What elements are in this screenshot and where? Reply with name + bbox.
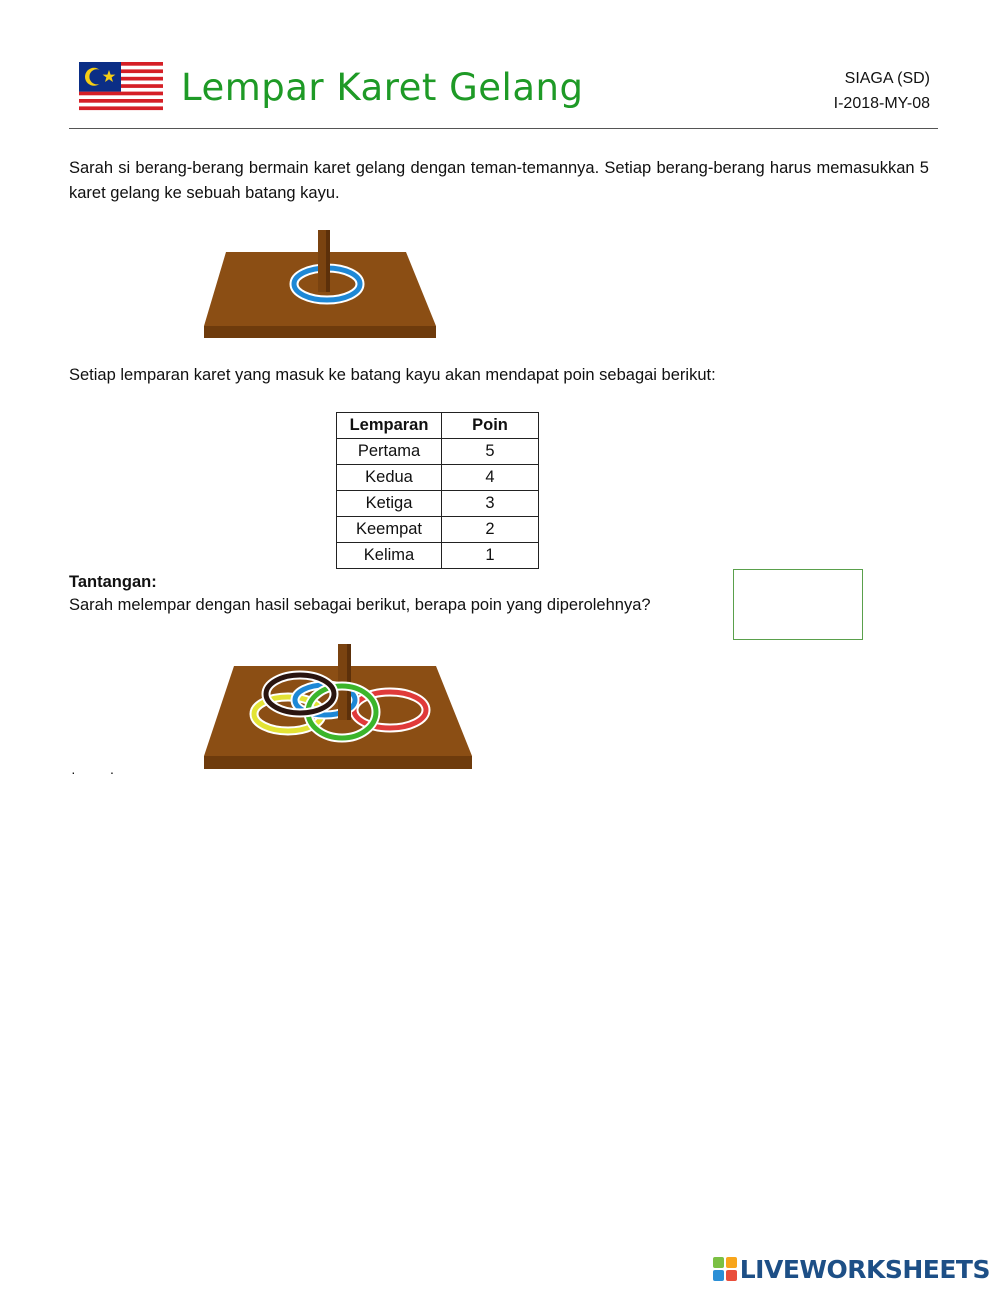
intro-paragraph: Sarah si berang-berang bermain karet gelang dengan teman-temannya. Setiap berang-berang harus memasukkan 5 karet gelang ke sebuah batang kayu.	[69, 159, 929, 202]
throw-cell: Keempat	[337, 517, 442, 543]
column-header-points: Poin	[442, 413, 539, 439]
answer-input[interactable]	[733, 569, 863, 640]
ring-board-result-illustration-icon	[200, 640, 476, 774]
column-header-throw: Lemparan	[337, 413, 442, 439]
scoring-text: Setiap lemparan karet yang masuk ke batang kayu akan mendapat poin sebagai berikut:	[69, 366, 716, 384]
table-row	[337, 517, 539, 543]
throw-cell: Ketiga	[337, 491, 442, 517]
points-table	[336, 412, 539, 569]
brand-watermark	[713, 1254, 990, 1284]
malaysia-flag-icon	[79, 62, 163, 114]
points-cell: 3	[442, 491, 539, 517]
table-row	[337, 491, 539, 517]
task-id: I-2018-MY-08	[833, 95, 930, 112]
page-title: Lempar Karet Gelang	[181, 66, 584, 109]
points-cell: 2	[442, 517, 539, 543]
challenge-heading: Tantangan:	[69, 573, 157, 591]
liveworksheets-logo-icon	[713, 1257, 737, 1281]
brand-name: LIVEWORKSHEETS	[739, 1254, 990, 1284]
points-cell: 4	[442, 465, 539, 491]
throw-cell: Pertama	[337, 439, 442, 465]
ring-board-illustration-icon	[200, 226, 440, 342]
table-row	[337, 543, 539, 569]
task-code	[834, 66, 930, 116]
header-divider	[69, 128, 938, 129]
task-category: SIAGA (SD)	[844, 70, 930, 87]
points-cell: 5	[442, 439, 539, 465]
table-header-row	[337, 413, 539, 439]
decorative-dots: ··	[71, 764, 149, 780]
challenge-question: Sarah melempar dengan hasil sebagai berikut, berapa poin yang diperolehnya?	[69, 596, 651, 614]
throw-cell: Kedua	[337, 465, 442, 491]
table-row	[337, 465, 539, 491]
points-cell: 1	[442, 543, 539, 569]
table-row	[337, 439, 539, 465]
throw-cell: Kelima	[337, 543, 442, 569]
